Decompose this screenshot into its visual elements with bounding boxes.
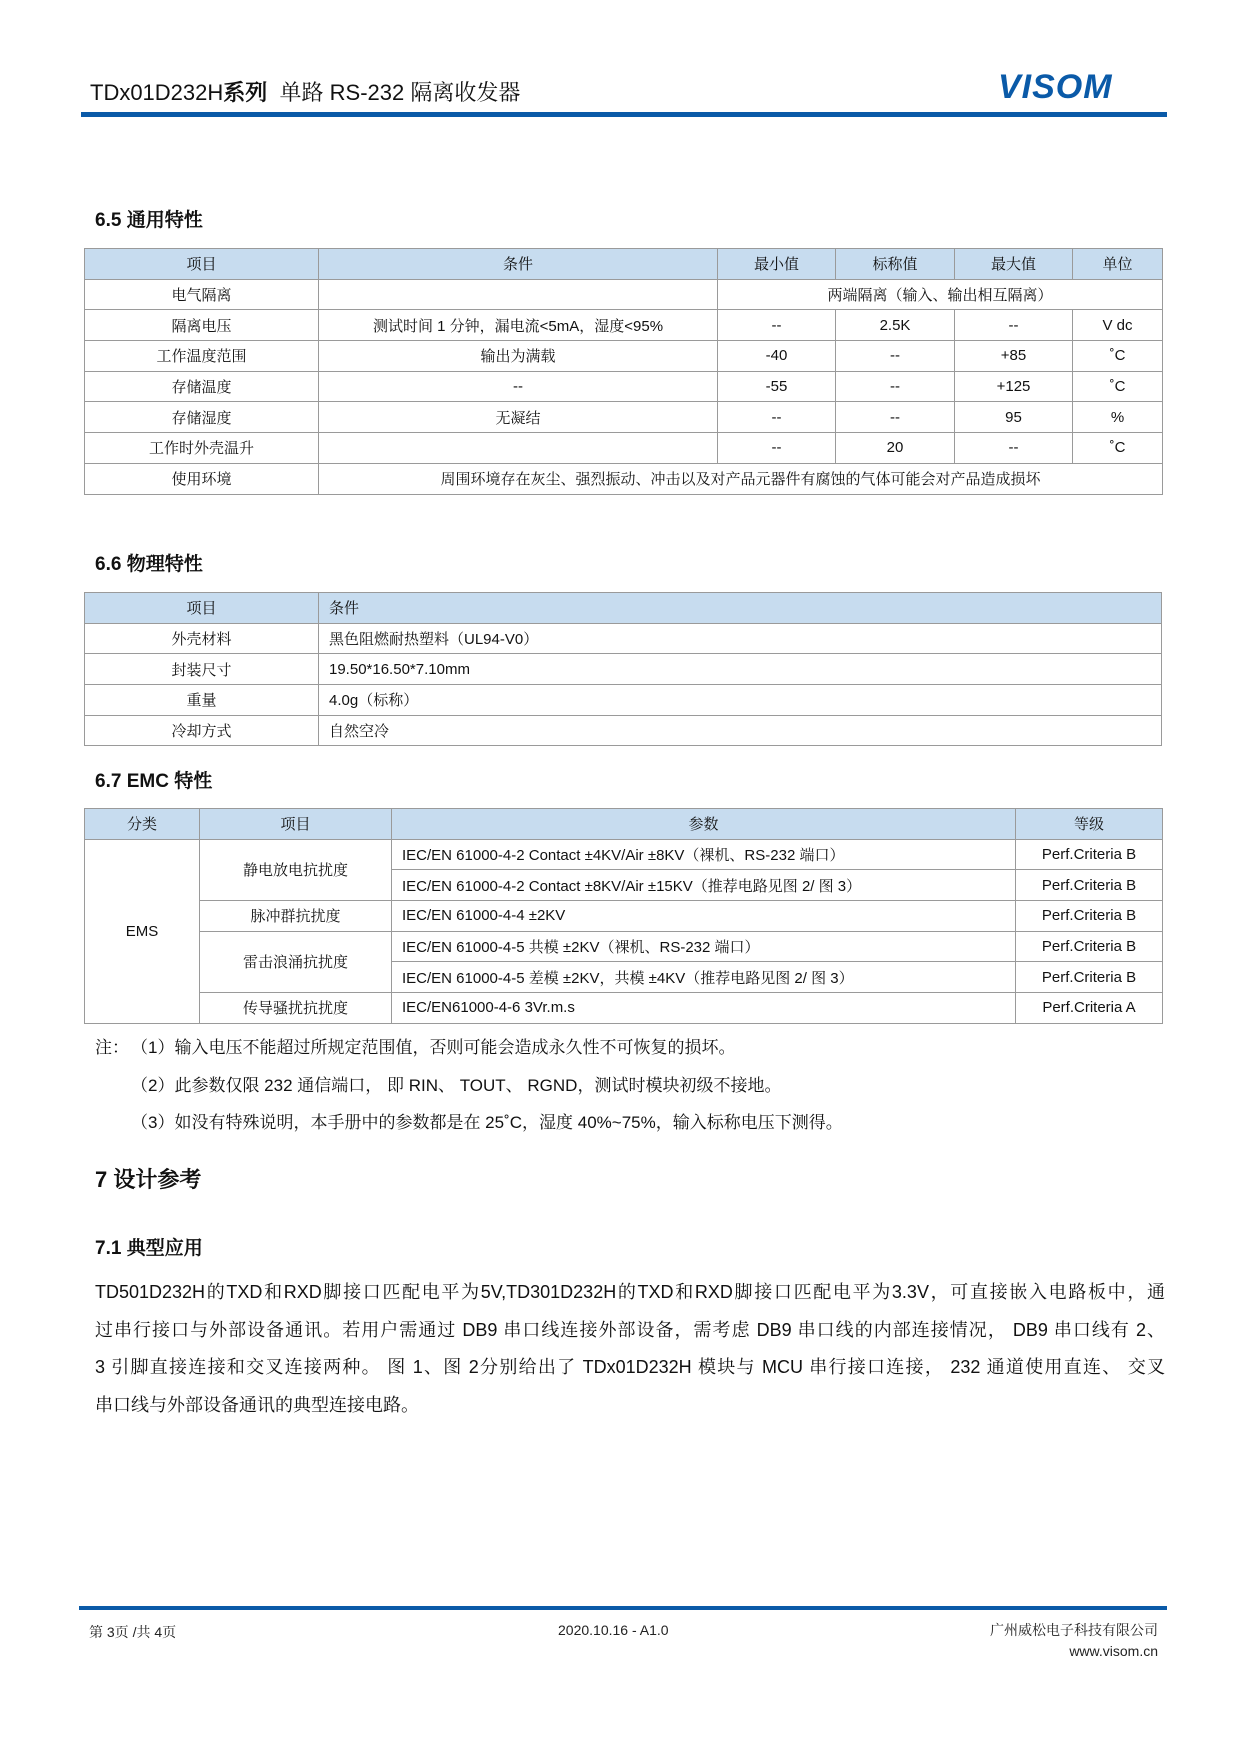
section-6-7-heading: 6.7 EMC 特性: [95, 771, 213, 792]
column-header: 最大值: [955, 249, 1073, 280]
table-row: [85, 993, 1163, 1024]
cell: 隔离电压: [85, 310, 319, 341]
cell: Perf.Criteria B: [1016, 901, 1163, 932]
section-7-1-heading: 7.1 典型应用: [95, 1238, 203, 1259]
cell: EMS: [85, 839, 200, 1023]
cell: 传导骚扰抗扰度: [200, 993, 392, 1024]
cell: 封装尺寸: [85, 654, 319, 685]
cell: 雷击浪涌抗扰度: [200, 931, 392, 992]
cell: 电气隔离: [85, 279, 319, 310]
cell: %: [1073, 402, 1163, 433]
cell: 重量: [85, 685, 319, 716]
cell: --: [319, 371, 718, 402]
cell: 黑色阻燃耐热塑料（UL94-V0）: [319, 623, 1162, 654]
cell: 20: [836, 433, 955, 464]
table-row: [85, 715, 1162, 746]
cell: 4.0g（标称）: [319, 685, 1162, 716]
cell: IEC/EN 61000-4-4 ±2KV: [392, 901, 1016, 932]
notes-label: 注：: [95, 1038, 129, 1057]
paragraph-line: 过串行接口与外部设备通讯。若用户需通过 DB9 串口线连接外部设备，需考虑 DB9 串口线的内部连接情况， DB9 串口线有 2、: [95, 1319, 1165, 1340]
cell: 19.50*16.50*7.10mm: [319, 654, 1162, 685]
cell: Perf.Criteria B: [1016, 870, 1163, 901]
cell: -40: [718, 341, 836, 372]
table-row: [85, 279, 1163, 310]
company-website: www.visom.cn: [1069, 1643, 1158, 1659]
cell: +85: [955, 341, 1073, 372]
table-row: [85, 654, 1162, 685]
cell: 95: [955, 402, 1073, 433]
column-header: 项目: [85, 593, 319, 624]
paragraph-line: TD501D232H的TXD和RXD脚接口匹配电平为5V,TD301D232H的TXD和RXD脚接口匹配电平为3.3V，可直接嵌入电路板中，通: [95, 1282, 1165, 1302]
cell: [319, 279, 718, 310]
table-row: [85, 402, 1163, 433]
cell: 无凝结: [319, 402, 718, 433]
table-row: [85, 371, 1163, 402]
typical-application-paragraph: [95, 1274, 1165, 1424]
table-row: [85, 341, 1163, 372]
cell: --: [955, 310, 1073, 341]
cell: --: [718, 402, 836, 433]
table-row: [85, 931, 1163, 962]
cell: 输出为满载: [319, 341, 718, 372]
cell: +125: [955, 371, 1073, 402]
cell: --: [955, 433, 1073, 464]
cell: ˚C: [1073, 371, 1163, 402]
column-header: 项目: [85, 249, 319, 280]
cell: 存储温度: [85, 371, 319, 402]
note-3: （3）如没有特殊说明，本手册中的参数都是在 25˚C，湿度 40%~75%，输入标称电压下测得。: [131, 1113, 843, 1132]
cell: --: [836, 402, 955, 433]
column-header: 条件: [319, 593, 1162, 624]
cell: 工作时外壳温升: [85, 433, 319, 464]
cell: 自然空冷: [319, 715, 1162, 746]
cell: 使用环境: [85, 463, 319, 494]
visom-logo: VISOM: [998, 68, 1113, 106]
table-row: [85, 433, 1163, 464]
page-number: 第 3页 /共 4页: [89, 1624, 177, 1640]
cell: Perf.Criteria A: [1016, 993, 1163, 1024]
column-header: 单位: [1073, 249, 1163, 280]
company-name: 广州威松电子科技有限公司: [990, 1622, 1158, 1638]
cell: V dc: [1073, 310, 1163, 341]
section-6-6-heading: 6.6 物理特性: [95, 554, 203, 575]
cell: IEC/EN61000-4-6 3Vr.m.s: [392, 993, 1016, 1024]
cell: 2.5K: [836, 310, 955, 341]
table-header-row: [85, 593, 1162, 624]
note-1: （1）输入电压不能超过所规定范围值，否则可能会造成永久性不可恢复的损坏。: [131, 1038, 736, 1057]
cell: --: [836, 371, 955, 402]
cell: Perf.Criteria B: [1016, 962, 1163, 993]
document-title: TDx01D232H系列 单路 RS-232 隔离收发器: [90, 80, 521, 105]
table-row: [85, 463, 1163, 494]
cell: --: [836, 341, 955, 372]
cell: 冷却方式: [85, 715, 319, 746]
table-row: [85, 310, 1163, 341]
cell: IEC/EN 61000-4-2 Contact ±4KV/Air ±8KV（裸机、RS-232 端口）: [392, 839, 1016, 870]
table-row: [85, 685, 1162, 716]
cell: IEC/EN 61000-4-2 Contact ±8KV/Air ±15KV（推荐电路见图 2/ 图 3）: [392, 870, 1016, 901]
cell: 脉冲群抗扰度: [200, 901, 392, 932]
note-2: （2）此参数仅限 232 通信端口， 即 RIN、 TOUT、 RGND，测试时模块初级不接地。: [131, 1076, 782, 1095]
paragraph-line: 串口线与外部设备通讯的典型连接电路。: [95, 1394, 419, 1415]
section-7-heading: 7 设计参考: [95, 1167, 202, 1192]
column-header: 等级: [1016, 809, 1163, 840]
cell: IEC/EN 61000-4-5 差模 ±2KV，共模 ±4KV（推荐电路见图 2/ 图 3）: [392, 962, 1016, 993]
cell: --: [718, 433, 836, 464]
cell: 测试时间 1 分钟，漏电流<5mA，湿度<95%: [319, 310, 718, 341]
document-version: 2020.10.16 - A1.0: [558, 1622, 669, 1638]
column-header: 参数: [392, 809, 1016, 840]
cell: Perf.Criteria B: [1016, 931, 1163, 962]
column-header: 标称值: [836, 249, 955, 280]
column-header: 最小值: [718, 249, 836, 280]
paragraph-line: 3 引脚直接连接和交叉连接两种。 图 1、图 2分别给出了 TDx01D232H 模块与 MCU 串行接口连接， 232 通道使用直连、 交叉: [95, 1357, 1165, 1377]
cell: IEC/EN 61000-4-5 共模 ±2KV（裸机、RS-232 端口）: [392, 931, 1016, 962]
cell: Perf.Criteria B: [1016, 839, 1163, 870]
general-characteristics-table: [84, 248, 1163, 495]
table-row: [85, 901, 1163, 932]
table-row: [85, 839, 1163, 870]
cell: ˚C: [1073, 341, 1163, 372]
footer-divider: [79, 1606, 1167, 1610]
cell: 两端隔离（输入、输出相互隔离）: [718, 279, 1163, 310]
header-divider: [81, 112, 1167, 117]
cell: ˚C: [1073, 433, 1163, 464]
table-header-row: [85, 809, 1163, 840]
section-6-5-heading: 6.5 通用特性: [95, 210, 203, 231]
column-header: 项目: [200, 809, 392, 840]
table-row: [85, 623, 1162, 654]
cell: 存储湿度: [85, 402, 319, 433]
cell: [319, 433, 718, 464]
column-header: 条件: [319, 249, 718, 280]
physical-characteristics-table: [84, 592, 1162, 746]
cell: --: [718, 310, 836, 341]
table-header-row: [85, 249, 1163, 280]
emc-characteristics-table: [84, 808, 1163, 1024]
cell: -55: [718, 371, 836, 402]
cell: 静电放电抗扰度: [200, 839, 392, 900]
cell: 工作温度范围: [85, 341, 319, 372]
cell: 周围环境存在灰尘、强烈振动、冲击以及对产品元器件有腐蚀的气体可能会对产品造成损坏: [319, 463, 1163, 494]
column-header: 分类: [85, 809, 200, 840]
cell: 外壳材料: [85, 623, 319, 654]
